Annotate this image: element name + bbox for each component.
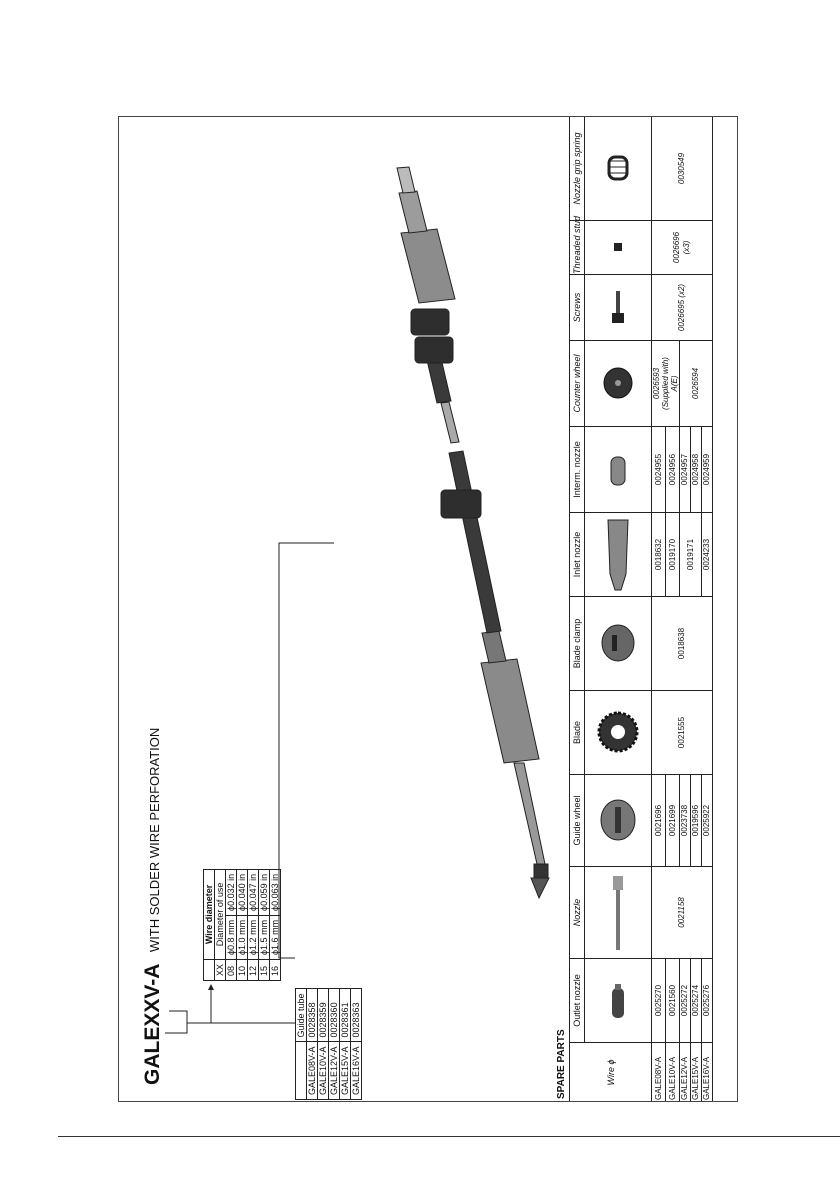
- col-screws: Screws: [570, 275, 585, 341]
- ref-cell: 0028359: [318, 989, 329, 1042]
- in-cell: ϕ0.040 in: [237, 869, 248, 915]
- mm-cell: ϕ1.0 mm: [237, 915, 248, 959]
- title-main: GALEXXV-A: [141, 963, 164, 1085]
- tip-icon: [531, 878, 549, 898]
- ref-cell: 0028361: [340, 989, 351, 1042]
- in-cell: ϕ0.032 in: [226, 869, 237, 915]
- counter-wheel-a: 0026593: [652, 367, 661, 400]
- tip-nut: [534, 864, 548, 878]
- spring-ref: 0030549: [652, 117, 713, 221]
- model-cell: GALE08V-A: [652, 1043, 666, 1103]
- guide-wheel-ref: 0025922: [702, 775, 713, 867]
- guide-tube-heading: Guide tube: [296, 989, 307, 1042]
- guide-wheel-ref: 0021696: [652, 775, 666, 867]
- clamp-icon-3: [411, 309, 449, 335]
- model-cell: GALE16V-A: [351, 1042, 362, 1100]
- wire-diameter-heading: Wire diameter: [204, 869, 215, 959]
- blade-ref: 0021555: [652, 691, 713, 775]
- inlet-nozzle-ref: 0019170: [666, 513, 680, 597]
- model-cell: GALE10V-A: [318, 1042, 329, 1100]
- outlet-nozzle-ref: 0025276: [702, 959, 713, 1043]
- interm-nozzle-ref: 0024958: [691, 427, 702, 513]
- model-cell: GALE08V-A: [307, 1042, 318, 1100]
- col-guide-wheel: Guide wheel: [570, 775, 585, 867]
- ref-cell: 0028358: [307, 989, 318, 1042]
- mm-cell: ϕ1.2 mm: [248, 915, 259, 959]
- nozzle-ref: 0021158: [652, 867, 713, 959]
- xx-cell: 16: [270, 959, 281, 980]
- threaded-stud-value: 0026696: [672, 231, 681, 264]
- col-inlet-nozzle: Inlet nozzle: [570, 513, 585, 597]
- outlet-nozzle-ref: 0021560: [666, 959, 680, 1043]
- guide-wheel-icon: [585, 775, 652, 867]
- nozzle-icon: [585, 867, 652, 959]
- mid-body: [481, 659, 539, 763]
- model-cell: GALE10V-A: [666, 1043, 680, 1103]
- col-diameter: Diameter of use: [215, 869, 226, 959]
- xx-cell: 12: [248, 959, 259, 980]
- counter-wheel-note2: A(E): [670, 375, 679, 392]
- threaded-stud-ref: [652, 221, 713, 275]
- outlet-nozzle-ref: 0025274: [691, 959, 702, 1043]
- col-nozzle: Nozzle: [570, 867, 585, 959]
- spring-icon: [585, 117, 652, 221]
- thin-tube: [514, 763, 545, 864]
- blade-clamp-ref: 0018638: [652, 597, 713, 691]
- long-tube: [449, 451, 501, 633]
- interm-nozzle-ref: 0024956: [666, 427, 680, 513]
- model-cell: GALE12V-A: [680, 1043, 691, 1103]
- interm-nozzle-icon: [585, 427, 652, 513]
- mm-cell: ϕ1.5 mm: [259, 915, 270, 959]
- blade-icon: [585, 691, 652, 775]
- col-blade: Blade: [570, 691, 585, 775]
- interm-nozzle-ref: 0024959: [702, 427, 713, 513]
- col-threaded-stud: Threaded stud: [570, 221, 585, 275]
- screw-icon: [585, 275, 652, 341]
- footer-rule: [58, 1136, 840, 1137]
- outlet-body: [401, 229, 455, 303]
- outlet-nozzle-ref: 0025272: [680, 959, 691, 1043]
- model-cell: GALE16V-A: [702, 1043, 713, 1103]
- clamp-icon-2: [415, 337, 453, 363]
- in-cell: ϕ0.059 in: [259, 869, 270, 915]
- outlet-nozzle-icon: [585, 959, 652, 1043]
- inlet-nozzle-ref: 0019171: [680, 513, 702, 597]
- table-row: [652, 117, 666, 1103]
- model-cell: GALE15V-A: [340, 1042, 351, 1100]
- clamp-icon: [441, 490, 481, 518]
- threaded-stud-qty: (x3): [682, 240, 691, 255]
- col-outlet-nozzle: Outlet nozzle: [570, 959, 585, 1043]
- col-nozzle-grip-spring: Nozzle grip spring: [570, 117, 585, 221]
- wire-label: Wire ϕ: [570, 1043, 652, 1103]
- threaded-stud-icon: [585, 221, 652, 275]
- inlet-nozzle-icon: [585, 513, 652, 597]
- model-cell: GALE15V-A: [691, 1043, 702, 1103]
- mm-cell: ϕ0.8 mm: [226, 915, 237, 959]
- counter-wheel-ref-a: [652, 341, 680, 427]
- xx-cell: 10: [237, 959, 248, 980]
- col-counter-wheel: Counter wheel: [570, 341, 585, 427]
- guide-wheel-ref: 0021699: [666, 775, 680, 867]
- col-blade-clamp: Blade clamp: [570, 597, 585, 691]
- screws-ref: 0026695 (x2): [652, 275, 713, 341]
- exploded-view-sheet: [118, 116, 738, 1102]
- col-xx: XX: [215, 959, 226, 980]
- col-interm-nozzle: Interm. nozzle: [570, 427, 585, 513]
- blade-clamp-icon: [585, 597, 652, 691]
- title-sub: WITH SOLDER WIRE PERFORATION: [147, 727, 162, 953]
- inlet-nozzle-ref: 0018632: [652, 513, 666, 597]
- ref-cell: 0028360: [329, 989, 340, 1042]
- ref-cell: 0028363: [351, 989, 362, 1042]
- xx-cell: 15: [259, 959, 270, 980]
- in-cell: ϕ0.063 in: [270, 869, 281, 915]
- interm-nozzle-ref: 0024957: [680, 427, 691, 513]
- guide-wheel-ref: 0019596: [691, 775, 702, 867]
- interm-nozzle-ref: 0024955: [652, 427, 666, 513]
- counter-wheel-ref-b: 0026594: [680, 341, 713, 427]
- rotated-content: [119, 117, 738, 1102]
- counter-wheel-note: (Supplied with): [661, 357, 670, 410]
- counter-wheel-icon: [585, 341, 652, 427]
- inlet-nozzle-ref: 0024233: [702, 513, 713, 597]
- in-cell: ϕ0.047 in: [248, 869, 259, 915]
- model-cell: GALE12V-A: [329, 1042, 340, 1100]
- spare-parts-table: [569, 117, 713, 1102]
- outlet-nozzle-ref: 0025270: [652, 959, 666, 1043]
- mm-cell: ϕ1.6 mm: [270, 915, 281, 959]
- guide-wheel-ref: 0023738: [680, 775, 691, 867]
- xx-cell: 08: [226, 959, 237, 980]
- spare-parts-heading: SPARE PARTS: [556, 1029, 567, 1099]
